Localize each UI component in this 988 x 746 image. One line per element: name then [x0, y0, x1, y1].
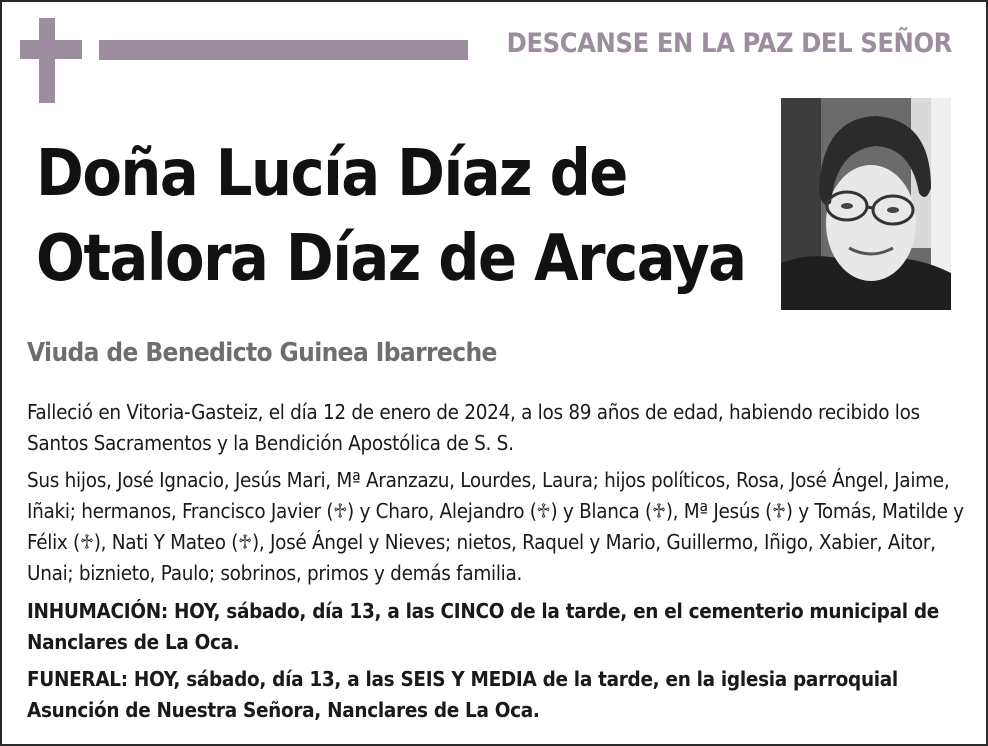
header-motto: DESCANSE EN LA PAZ DEL SEÑOR — [506, 28, 952, 59]
family-list: Sus hijos, José Ignacio, Jesús Mari, Mª Aranzazu, Lourdes, Laura; hijos políticos, Rosa, José Ángel, Jaime, Iñaki; hermanos, Francisco Javier (♱) y Charo, Alejandro (♱) y Blanca (♱), Mª Jesús (♱) y Tomás, Matilde y Félix (♱), Nati Y Mateo (♱), José Ángel y Nieves; nietos, Raquel y Mario, Guillermo, Iñigo, Xabier, Aitor, Unai; biznieto, Paulo; sobrinos, primos y demás familia. — [27, 468, 964, 585]
cross-horizontal-bar — [20, 40, 82, 59]
funeral-notice: FUNERAL: HOY, sábado, día 13, a las SEIS Y MEDIA de la tarde, en la iglesia parroquial Asunción de Nuestra Señora, Nanclares de La Oca. — [27, 667, 898, 722]
deceased-name — [36, 132, 776, 302]
cross-vertical-bar — [39, 18, 55, 103]
header-divider-bar — [99, 40, 468, 60]
deceased-name-line-2: Otalora Díaz de Arcaya — [36, 222, 746, 296]
burial-notice: INHUMACIÓN: HOY, sábado, día 13, a las CINCO de la tarde, en el cementerio municipal de Nanclares de La Oca. — [27, 599, 939, 654]
death-notice: Falleció en Vitoria-Gasteiz, el día 12 de enero de 2024, a los 89 años de edad, habiendo recibido los Santos Sacramentos y la Bendición Apostólica de S. S. — [27, 400, 920, 455]
portrait-photo — [781, 98, 951, 310]
widow-of-line: Viuda de Benedicto Guinea Ibarreche — [27, 338, 497, 368]
deceased-name-line-1: Doña Lucía Díaz de — [36, 137, 627, 211]
